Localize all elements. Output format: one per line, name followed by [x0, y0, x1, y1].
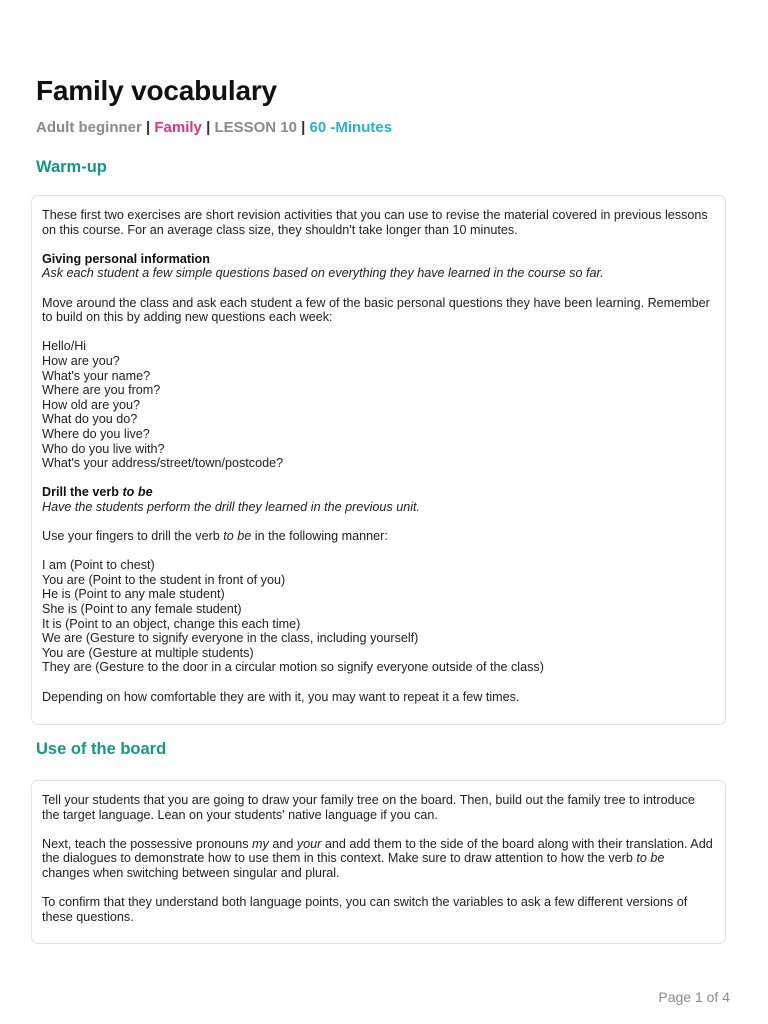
pronoun-your: your: [296, 836, 322, 851]
question-line: Hello/Hi: [42, 339, 87, 354]
question-line: Who do you live with?: [42, 441, 165, 456]
drill-title-prefix: Drill the verb: [42, 485, 123, 500]
lesson-meta: [36, 119, 392, 136]
meta-topic: Family: [154, 119, 202, 136]
meta-separator: |: [296, 119, 310, 136]
drill-line: You are (Gesture at multiple students): [42, 645, 254, 660]
question-line: How old are you?: [42, 397, 141, 412]
meta-separator: |: [141, 119, 155, 136]
drill-title-verb: to be: [122, 485, 153, 500]
drill-instruction: Have the students perform the drill they learned in the previous unit.: [42, 499, 421, 514]
board-paragraph-3: To confirm that they understand both language points, you can switch the variables to ask a few different versions of these questions.: [42, 895, 688, 924]
warmup-closing: Depending on how comfortable they are with it, you may want to repeat it a few times.: [42, 689, 520, 704]
board-paragraph-1: Tell your students that you are going to draw your family tree on the board. Then, build out the family tree to introduce the target language. Lean on your students' native language if you can.: [42, 793, 695, 822]
section-heading-board: Use of the board: [36, 740, 167, 758]
drill-body-verb: to be: [223, 529, 252, 544]
verb-to-be: to be: [636, 851, 665, 866]
drill-line: They are (Gesture to the door in a circular motion so signify everyone outside of the class): [42, 660, 544, 675]
drill-title: [42, 485, 715, 500]
warmup-intro: These first two exercises are short revision activities that you can use to revise the material covered in previous lessons on this course. For an average class size, they shouldn't take longer than 10 minutes.: [42, 208, 708, 237]
board-p2-text: and: [268, 836, 297, 851]
question-line: What's your name?: [42, 368, 151, 383]
board-p2-text: changes when switching between singular and plural.: [42, 865, 340, 880]
question-line: How are you?: [42, 353, 120, 368]
question-line: What do you do?: [42, 412, 138, 427]
board-paragraph-2: [42, 837, 715, 881]
section-heading-warmup: Warm-up: [36, 158, 107, 176]
drill-line: She is (Point to any female student): [42, 602, 242, 617]
board-card: [31, 780, 726, 944]
page-number: Page 1 of 4: [658, 989, 730, 1005]
meta-separator: |: [201, 119, 215, 136]
drill-line: I am (Point to chest): [42, 558, 155, 573]
question-line: Where are you from?: [42, 383, 161, 398]
drill-line: It is (Point to an object, change this each time): [42, 616, 301, 631]
personal-info-body: Move around the class and ask each student a few of the basic personal questions they have been learning. Remember to build on this by adding new questions each week:: [42, 295, 710, 325]
drill-line: We are (Gesture to signify everyone in the class, including yourself): [42, 631, 419, 646]
board-p2-text: and add them to the side of the board along with their translation. Add the dialogues to demonstrate how to use them in this context. Make sure to draw attention to how the verb: [42, 836, 713, 866]
question-line: Where do you live?: [42, 426, 150, 441]
personal-info-title: Giving personal information: [42, 251, 210, 266]
pronoun-my: my: [252, 836, 269, 851]
meta-duration: 60 -Minutes: [309, 119, 393, 136]
question-line: What's your address/street/town/postcode?: [42, 456, 284, 471]
drill-body-suffix: in the following manner:: [251, 529, 388, 544]
meta-lesson: LESSON 10: [214, 119, 297, 136]
drill-line: He is (Point to any male student): [42, 587, 225, 602]
personal-info-instruction: Ask each student a few simple questions based on everything they have learned in the course so far.: [42, 266, 604, 281]
drill-body: [42, 529, 715, 544]
meta-level: Adult beginner: [36, 119, 142, 136]
drill-body-prefix: Use your fingers to drill the verb: [42, 529, 224, 544]
drill-line: You are (Point to the student in front of you): [42, 572, 286, 587]
board-p2-text: Next, teach the possessive pronouns: [42, 836, 253, 851]
warmup-card: [31, 195, 726, 725]
document-title: Family vocabulary: [36, 75, 277, 106]
